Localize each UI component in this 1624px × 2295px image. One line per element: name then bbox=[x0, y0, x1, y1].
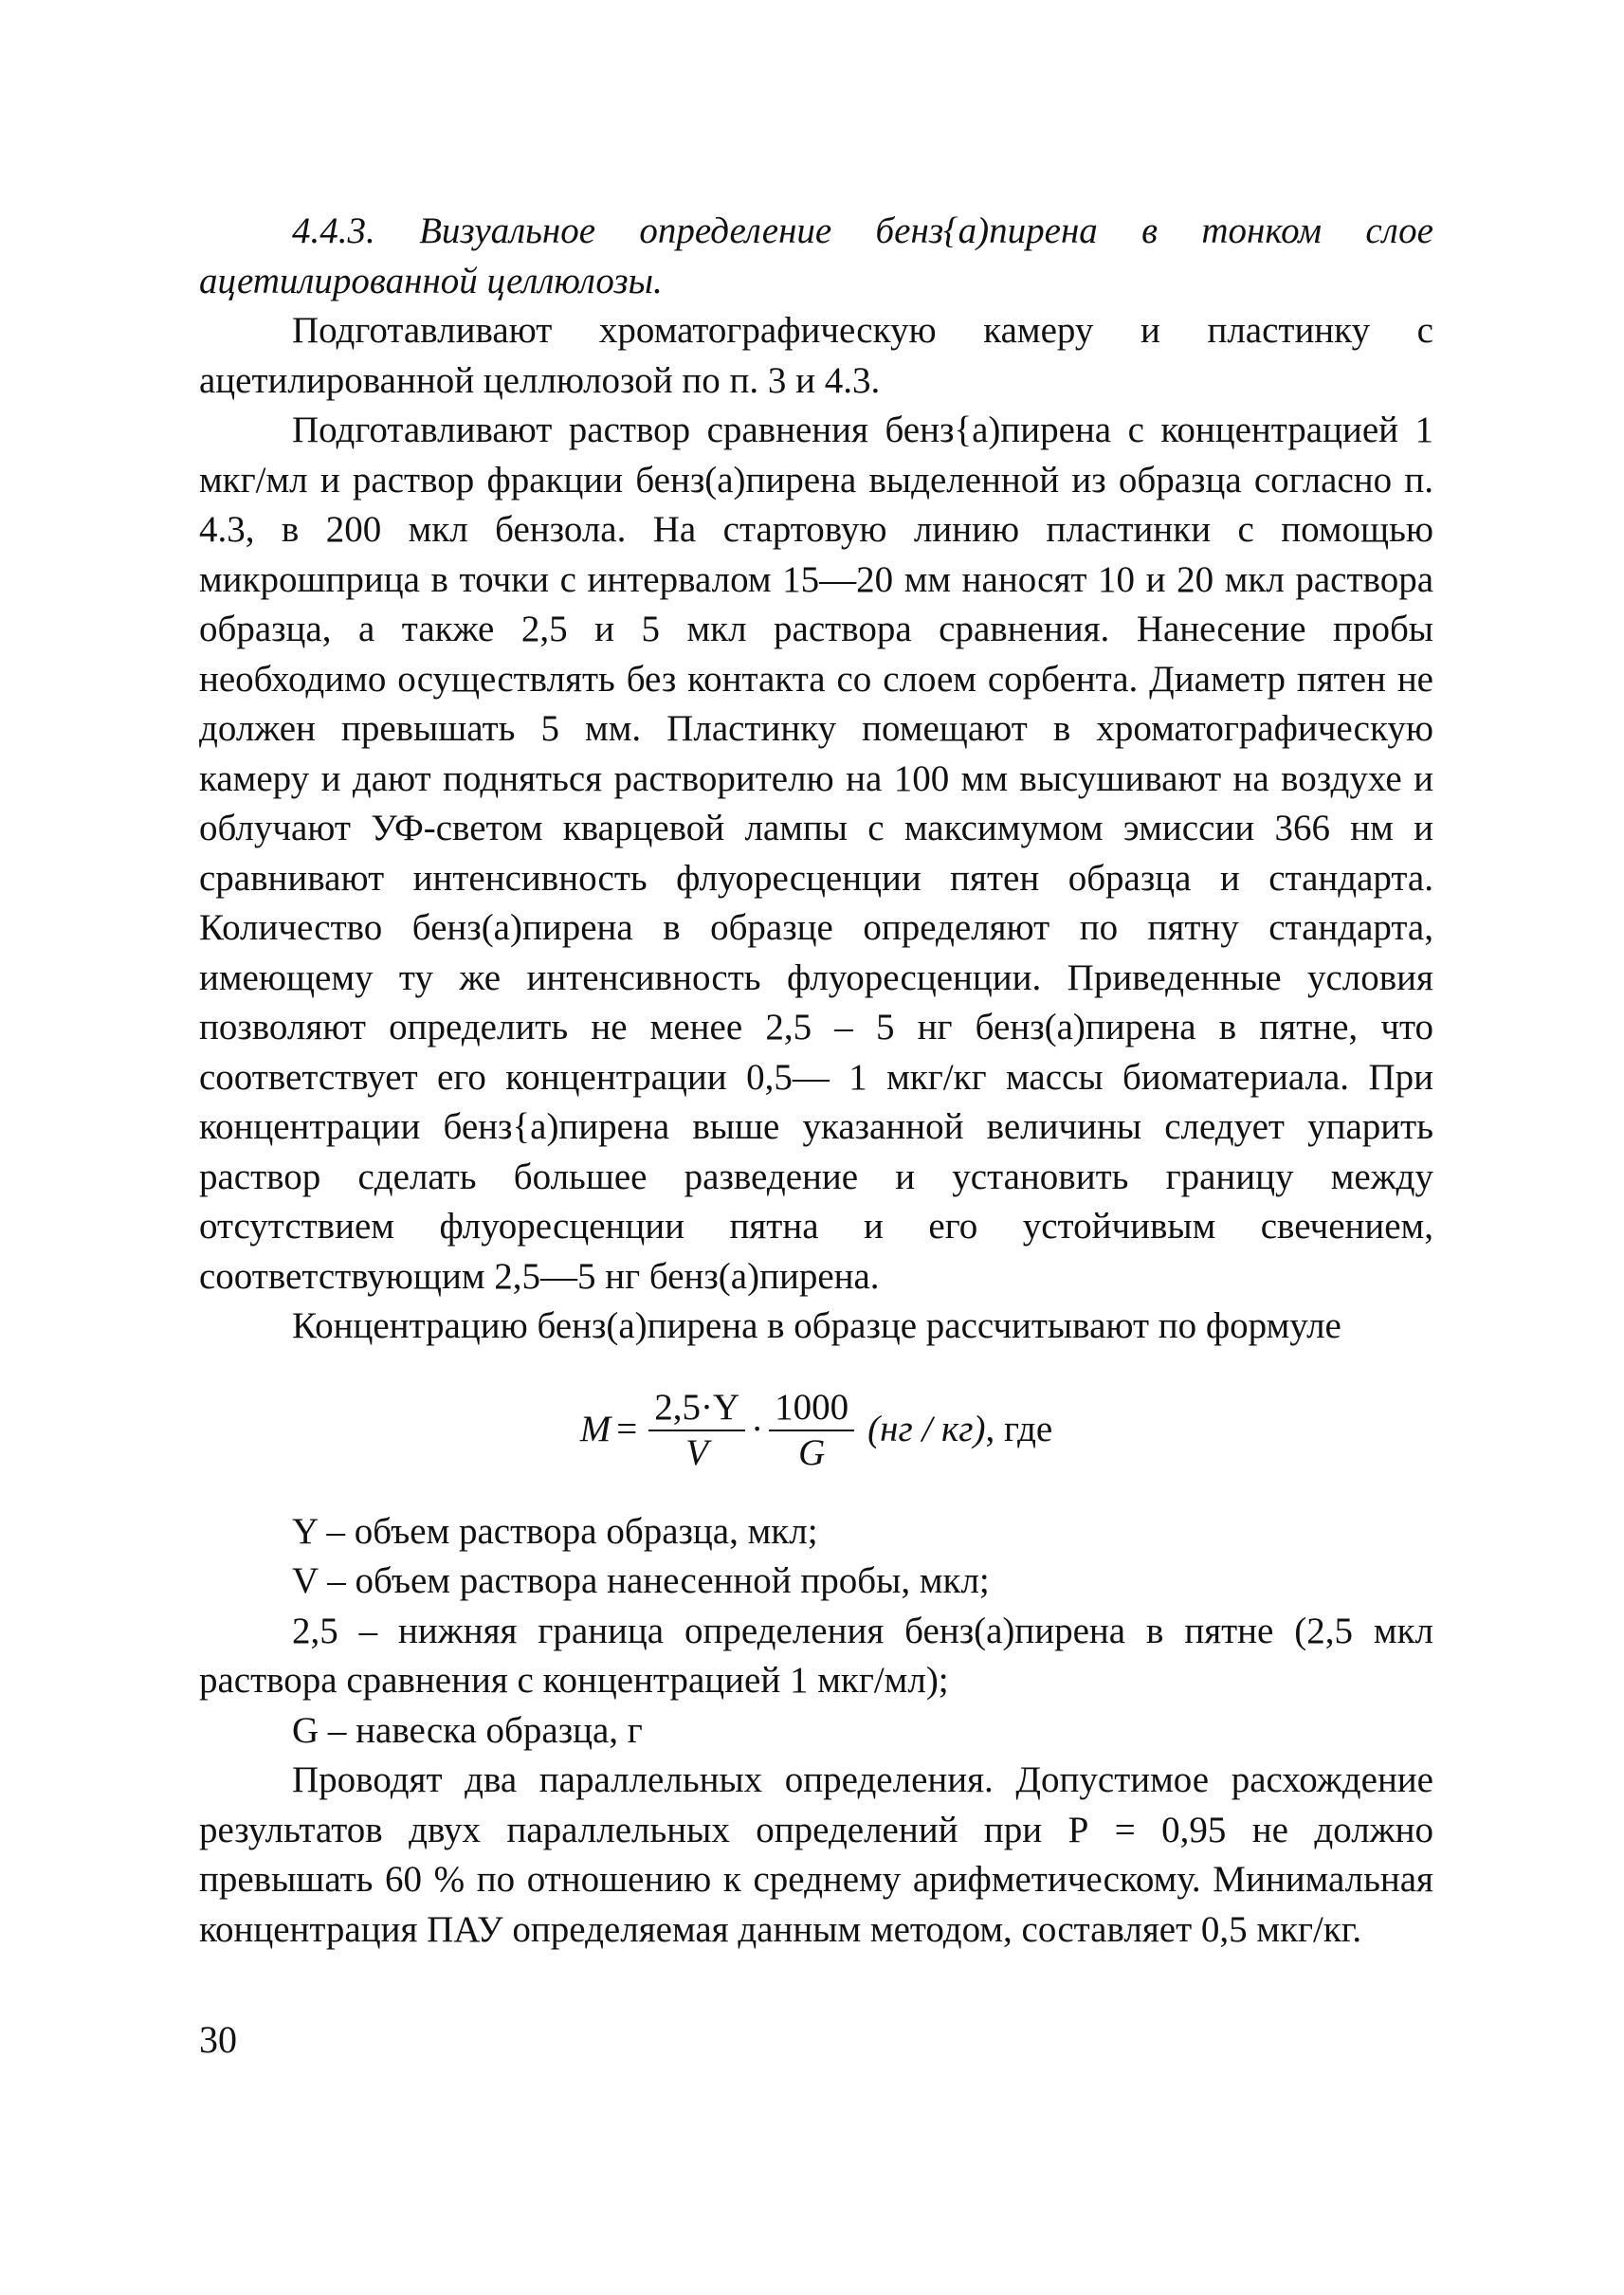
formula-equals: = bbox=[616, 1409, 638, 1450]
formula-fraction-1 bbox=[648, 1386, 745, 1475]
legend-item-y: Y – объем раствора образца, мкл; bbox=[292, 1510, 818, 1552]
formula-fraction-2-denominator: G bbox=[798, 1431, 826, 1473]
concentration-formula bbox=[199, 1359, 1433, 1502]
formula-multiply: · bbox=[751, 1409, 764, 1450]
formula-fraction-1-denominator: V bbox=[685, 1431, 709, 1473]
paragraph-procedure: Подготавливают раствор сравнения бенз{а)пирена с концентрацией 1 мкг/мл и раствор фракции бенз(а)пирена выделенной из образца согласно п. 4.3, в 200 мкл бензола. На стартовую линию пластинки с помощью микрошприца в точки с интервалом 15—20 мм наносят 10 и 20 мкл раствора образца, а также 2,5 и 5 мкл раствора сравнения. Нанесение пробы необходимо осуществлять без контакта со слоем сорбента. Диаметр пятен не должен превышать 5 мм. Пластинку помещают в хроматографическую камеру и дают подняться растворителю на 100 мм высушивают на воздухе и облучают УФ-светом кварцевой лампы с максимумом эмиссии 366 нм и сравнивают интенсивность флуоресценции пятен образца и стандарта. Количество бенз(а)пирена в образце определяют по пятну стандарта, имеющему ту же интенсивность флуоресценции. Приведенные условия позволяют определить не менее 2,5 – 5 нг бенз(а)пирена в пятне, что соответствует его концентрации 0,5— 1 мкг/кг массы биоматериала. При концентрации бенз{а)пирена выше указанной величины следует упарить раствор сделать большее разведение и установить границу между отсутствием флуоресценции пятна и его устойчивым свечением, соответствующим 2,5—5 нг бенз(а)пирена. bbox=[199, 410, 1433, 1297]
formula-lhs: M bbox=[579, 1409, 611, 1450]
section-heading: 4.4.3. Визуальное определение бенз{а)пирена в тонком слое ацетилированной целлюлозы. bbox=[199, 210, 1433, 301]
legend-item-v: V – объем раствора нанесенной пробы, мкл; bbox=[292, 1560, 990, 1601]
legend-item-limit: 2,5 – нижняя граница определения бенз(а)пирена в пятне (2,5 мкл раствора сравнения с концентрацией 1 мкг/мл); bbox=[199, 1610, 1433, 1701]
formula-suffix: , где bbox=[985, 1409, 1053, 1450]
legend-item-g: G – навеска образца, г bbox=[292, 1709, 643, 1751]
formula-fraction-1-numerator: 2,5·Y bbox=[648, 1386, 745, 1431]
paragraph-closing: Проводят два параллельных определения. Допустимое расхождение результатов двух параллельных определений при Р = 0,95 не должно превышать 60 % по отношению к среднему арифметическому. Минимальная концентрация ПАУ определяемая данным методом, составляет 0,5 мкг/кг. bbox=[199, 1759, 1433, 1950]
formula-legend bbox=[199, 1507, 1433, 1757]
page-number: 30 bbox=[199, 2018, 237, 2061]
formula-fraction-2-numerator: 1000 bbox=[769, 1386, 854, 1431]
formula-units: (нг / кг) bbox=[867, 1409, 986, 1450]
document-page bbox=[199, 207, 1433, 1955]
paragraph-preparation: Подготавливают хроматографическую камеру и пластинку с ацетилированной целлюлозой по п. 3 и 4.3. bbox=[199, 310, 1433, 401]
formula-fraction-2 bbox=[769, 1386, 854, 1475]
paragraph-formula-intro: Концентрацию бенз(а)пирена в образце рассчитывают по формуле bbox=[292, 1305, 1341, 1346]
